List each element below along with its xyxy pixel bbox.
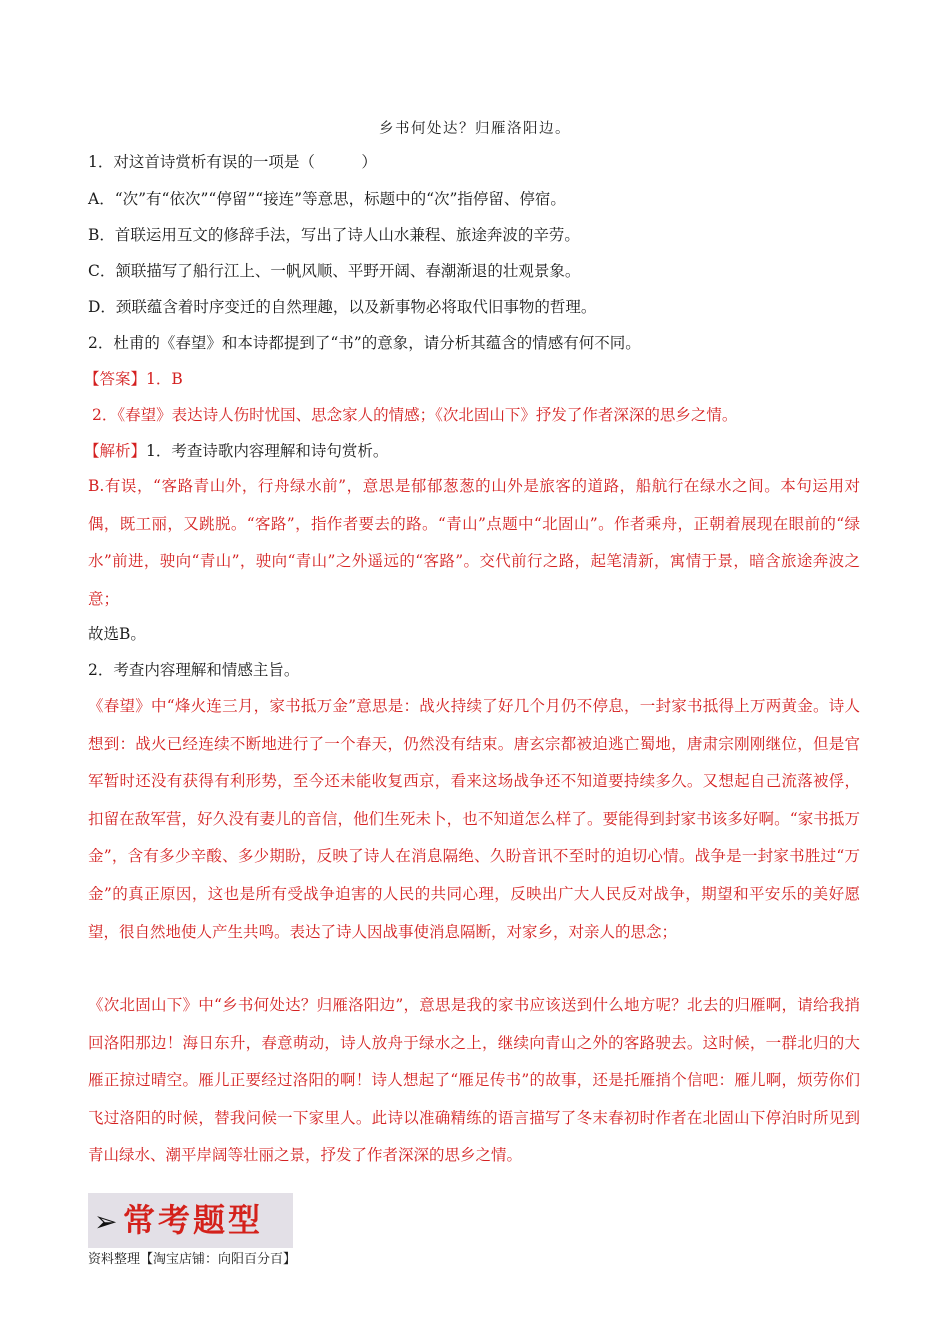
analysis-2-body-chunwang: 《春望》中“烽火连三月，家书抵万金”意思是：战火持续了好几个月仍不停息，一封家书抵得上万两黄金。诗人想到：战火已经连续不断地进行了一个春天，仍然没有结束。唐玄宗都被迫逃亡蜀地，唐肃宗刚刚继位，但是官军暂时还没有获得有利形势，至今还未能收复西京，看来这场战争还不知道要持续多久。又想起自己流落被俘，扣留在敌军营，好久没有妻儿的音信，他们生死未卜，也不知道怎么样了。要能得到封家书该多好啊。“家书抵万金”，含有多少辛酸、多少期盼，反映了诗人在消息隔绝、久盼音讯不至时的迫切心情。战争是一封家书胜过“万金”的真正原因，这也是所有受战争迫害的人民的共同心理，反映出广大人民反对战争，期望和平安乐的美好愿望，很自然地使人产生共鸣。表达了诗人因战事使消息隔断，对家乡，对亲人的思念；: [88, 697, 860, 941]
poem-line: 乡书何处达？归雁洛阳边。: [379, 121, 571, 137]
analysis-2-intro: 2．考查内容理解和情感主旨。: [88, 661, 300, 679]
analysis-label: 【解析】: [84, 442, 147, 460]
question-2: 2．杜甫的《春望》和本诗都提到了“书”的意象，请分析其蕴含的情感有何不同。: [88, 334, 641, 352]
answer-line-1: [84, 368, 864, 390]
answer-label: 【答案】: [84, 370, 147, 388]
question-1: 1．对这首诗赏析有误的一项是（ ）: [88, 153, 377, 171]
analysis-1-intro: 1．考查诗歌内容理解和诗句赏析。: [146, 442, 389, 460]
option-b: B．首联运用互文的修辞手法，写出了诗人山水兼程、旅途奔波的辛劳。: [88, 226, 580, 244]
analysis-1-conclusion: 故选B。: [88, 625, 146, 643]
analysis-1-body: B.有误，“客路青山外，行舟绿水前”，意思是郁郁葱葱的山外是旅客的道路，船航行在绿水之间。本句运用对偶，既工丽，又跳脱。“客路”，指作者要去的路。“青山”点题中“北固山”。作者乘舟，正朝着展现在眼前的“绿水”前进，驶向“青山”，驶向“青山”之外遥远的“客路”。交代前行之路，起笔清新，寓情于景，暗含旅途奔波之意；: [88, 477, 860, 608]
answer-1: 1．B: [146, 370, 183, 388]
analysis-2-body-beigushan: 《次北固山下》中“乡书何处达？归雁洛阳边”，意思是我的家书应该送到什么地方呢？北去的归雁啊，请给我捎回洛阳那边！海日东升，春意萌动，诗人放舟于绿水之上，继续向青山之外的客路驶去。这时候，一群北归的大雁正掠过晴空。雁儿正要经过洛阳的啊！诗人想起了“雁足传书”的故事，还是托雁捎个信吧：雁儿啊，烦劳你们飞过洛阳的时候，替我问候一下家里人。此诗以准确精练的语言描写了冬末春初时作者在北固山下停泊时所见到青山绿水、潮平岸阔等壮丽之景，抒发了作者深深的思乡之情。: [88, 996, 860, 1165]
option-d: D．颈联蕴含着时序变迁的自然理趣，以及新事物必将取代旧事物的哲理。: [88, 298, 597, 316]
option-a: A．“次”有“依次”“停留”“接连”等意思，标题中的“次”指停留、停宿。: [88, 190, 566, 208]
option-c: C．颔联描写了船行江上、一帆风顺、平野开阔、春潮渐退的壮观景象。: [88, 262, 581, 280]
section-title: 常考题型: [123, 1201, 264, 1239]
answer-2: 2．《春望》表达诗人伤时忧国、思念家人的情感；《次北固山下》抒发了作者深深的思乡之情。: [92, 406, 738, 424]
footer-note: 资料整理【淘宝店铺：向阳百分百】: [88, 1252, 297, 1267]
arrow-icon: ➢: [94, 1205, 118, 1238]
analysis-line-1: [84, 440, 864, 462]
